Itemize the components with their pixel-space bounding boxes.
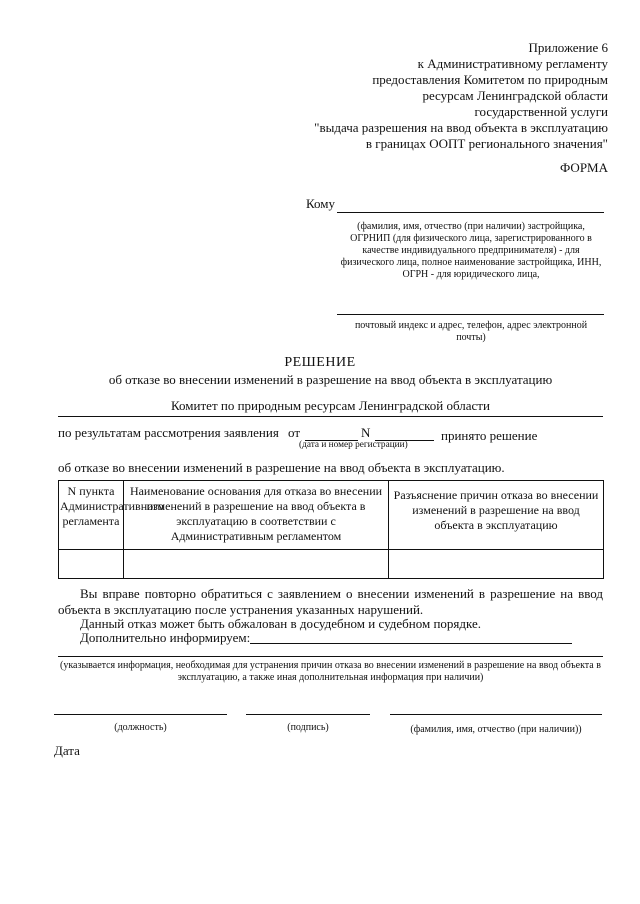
- col-header-ground: Наименование основания для отказа во внесении изменений в разрешение на ввод объекта в эксплуатацию в соответствии с Административным регламентом: [124, 481, 389, 550]
- reapply-paragraph: Вы вправе повторно обратиться с заявлением о внесении изменений в разрешение на ввод объекта в эксплуатацию после устранения указанных нарушений.: [58, 586, 603, 617]
- review-from: от: [288, 425, 301, 440]
- full-name-line: [390, 714, 602, 715]
- table-header-row: [59, 481, 604, 550]
- recipient-hint-1: (фамилия, имя, отчество (при наличии) застройщика, ОГРНИП (для физического лица, зарегистрированного в качестве индивидуального предпринимателя) - для физического лица, полное наименование застройщика, ИНН, ОГРН - для юридического лица,: [340, 221, 602, 280]
- col-header-clause: N пункта Административного регламента: [59, 481, 124, 550]
- recipient-hint-2: почтовый индекс и адрес, телефон, адрес электронной почты): [354, 320, 588, 343]
- review-suffix: принято решение: [441, 428, 538, 443]
- additional-info-line-2: [58, 656, 603, 657]
- header-line-5: государственной услуги: [474, 104, 608, 119]
- decision-heading: РЕШЕНИЕ: [284, 355, 356, 370]
- appeal-paragraph: Данный отказ может быть обжалован в досудебном и судебном порядке.: [80, 616, 482, 631]
- additional-info-label: Дополнительно информируем:: [80, 630, 251, 645]
- signature-caption: (подпись): [287, 722, 329, 733]
- decision-subtitle: об отказе во внесении изменений в разрешение на ввод объекта в эксплуатацию: [108, 372, 553, 387]
- signature-line: [246, 714, 370, 715]
- review-prefix: по результатам рассмотрения заявления: [58, 425, 279, 440]
- form-label: ФОРМА: [560, 160, 608, 175]
- header-line-6: "выдача разрешения на ввод объекта в эксплуатацию: [314, 120, 608, 135]
- review-decision: об отказе во внесении изменений в разрешение на ввод объекта в эксплуатацию.: [58, 460, 505, 475]
- position-line: [54, 714, 227, 715]
- recipient-line-1: [337, 212, 604, 213]
- cell-explanation: [389, 550, 604, 579]
- authority-name: Комитет по природным ресурсам Ленинградской области: [171, 398, 490, 413]
- additional-info-note: (указывается информация, необходимая для устранения причин отказа во внесении изменений в разрешение на ввод объекта в эксплуатацию, а также иная дополнительная информация при наличии): [60, 660, 601, 683]
- review-number-sign: N: [361, 425, 371, 440]
- date-label: Дата: [54, 743, 80, 758]
- header-line-2: к Административному регламенту: [417, 56, 608, 71]
- cell-ground: [124, 550, 389, 579]
- cell-clause: [59, 550, 124, 579]
- header-line-3: предоставления Комитетом по природным: [372, 72, 608, 87]
- full-name-caption: (фамилия, имя, отчество (при наличии)): [410, 724, 582, 735]
- authority-line: [58, 416, 603, 417]
- col-header-explanation: Разъяснение причин отказа во внесении изменений в разрешение на ввод объекта в эксплуатацию: [389, 481, 604, 550]
- recipient-line-2: [337, 314, 604, 315]
- additional-info-line-1: [250, 643, 572, 644]
- review-hint: (дата и номер регистрации): [299, 440, 408, 450]
- refusal-reasons-table: [58, 480, 604, 579]
- recipient-label: Кому: [306, 196, 336, 211]
- position-caption: (должность): [114, 722, 167, 733]
- header-line-7: в границах ООПТ регионального значения": [365, 136, 608, 151]
- header-line-4: ресурсам Ленинградской области: [422, 88, 608, 103]
- table-row: [59, 550, 604, 579]
- header-line-1: Приложение 6: [528, 40, 608, 55]
- appendix-header: [248, 40, 608, 152]
